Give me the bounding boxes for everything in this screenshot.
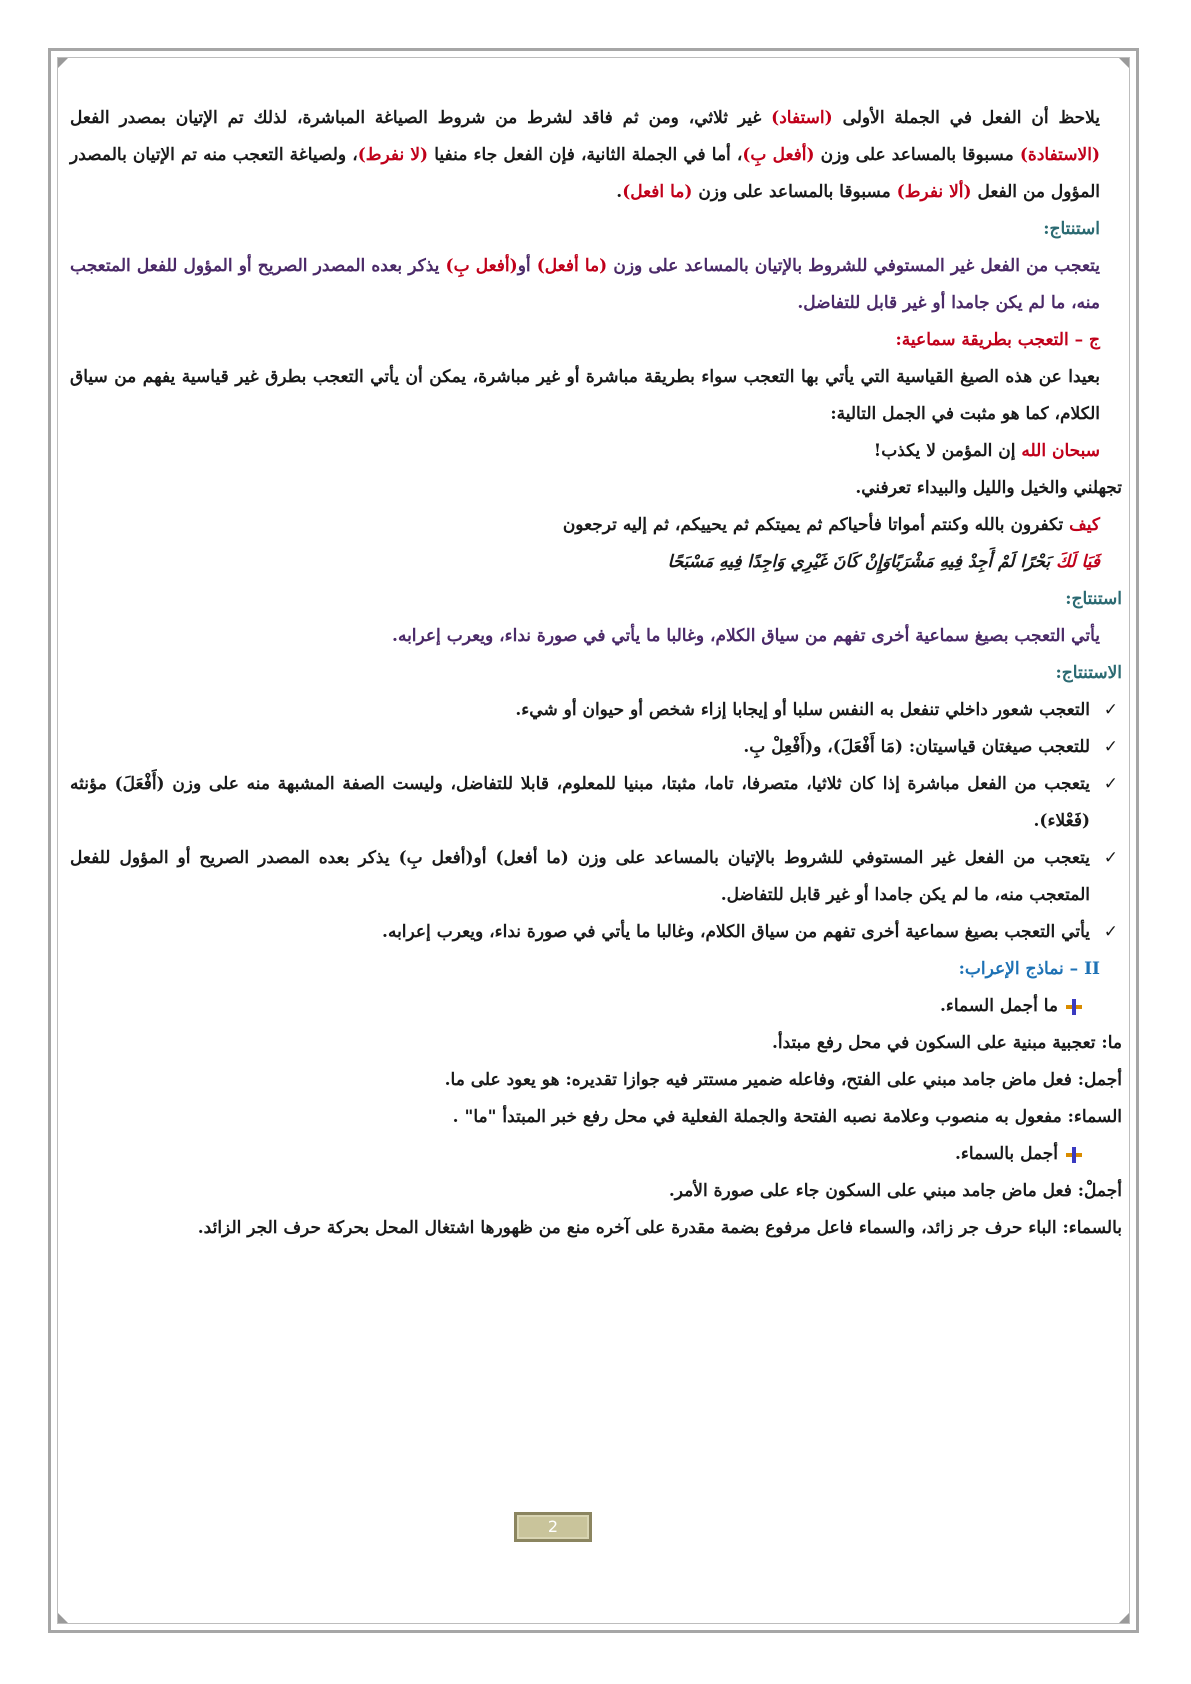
list-item-text: التعجب شعور داخلي تنفعل به النفس سلبا أو إيجابا إزاء شخص أو حيوان أو شيء. <box>515 700 1090 720</box>
highlight-term: كيف <box>1069 515 1100 535</box>
highlight-term: (الاستفادة) <box>1019 145 1101 165</box>
example-sentence-1 <box>70 433 1122 470</box>
plus-bullet-icon <box>1066 1147 1082 1163</box>
corner-ornament-top-right <box>1119 58 1129 68</box>
parsing-example-title <box>70 988 1122 1025</box>
checkmark-icon: ✓ <box>1103 737 1118 757</box>
list-item <box>70 840 1122 914</box>
checkmark-icon: ✓ <box>1103 700 1118 720</box>
section-c-intro: بعيدا عن هذه الصيغ القياسية التي يأتي بها التعجب سواء بطريقة مباشرة أو غير مباشرة، يمكن أن يأتي التعجب بطرق غير قياسية يفهم من سياق الكلام، كما هو مثبت في الجمل التالية: <box>70 367 1100 424</box>
highlight-term: سبحان الله <box>1021 441 1100 461</box>
example-title-text: ما أجمل السماء. <box>939 996 1058 1016</box>
text-run: ، أما في الجملة الثانية، فإن الفعل جاء منفيا <box>428 145 743 165</box>
section-heading-c: ج – التعجب بطريقة سماعية: <box>895 330 1100 350</box>
highlight-term: فَيَا لَكَ <box>1056 552 1100 572</box>
list-item-text: للتعجب صيغتان قياسيتان: (مَا أَفْعَلَ)، و(أَفْعِلْ بِ. <box>743 737 1090 757</box>
list-item-text: يتعجب من الفعل مباشرة إذا كان ثلاثيا، متصرفا، تاما، مثبتا، مبنيا للمعلوم، قابلا للتفاضل، وليست الصفة المشبهة منه على وزن (أَفْعَلَ) مؤنثه (فَعْلاء). <box>70 774 1090 831</box>
text-run: يذكر بعده المصدر الصريح أو المؤول للفعل المتعجب منه، ما لم يكن جامدا أو غير قابل للتفاضل. <box>70 256 1100 313</box>
final-conclusion-label: الاستنتاج: <box>1055 663 1122 683</box>
text-run: يلاحظ أن الفعل في الجملة الأولى <box>832 108 1100 128</box>
text-run: مسبوقا بالمساعد على وزن <box>814 145 1020 165</box>
text-run: غير ثلاثي، ومن ثم فاقد لشرط من شروط الصياغة المباشرة، لذلك تم الإتيان بمصدر الفعل <box>70 108 772 128</box>
conclusion-text: يأتي التعجب بصيغ سماعية أخرى تفهم من سياق الكلام، وغالبا ما يأتي في صورة نداء، ويعرب إعرابه. <box>392 626 1100 646</box>
parsing-line: السماء: مفعول به منصوب وعلامة نصبه الفتحة والجملة الفعلية في محل رفع خبر المبتدأ "ما" . <box>452 1107 1122 1127</box>
checkmark-icon: ✓ <box>1103 848 1118 868</box>
poem-hemistich-2: وَإِنْ كَانَ غَيْرِي وَاجِدًا فِيهِ مَسْبَحًا <box>667 552 891 572</box>
paragraph-explanation <box>70 100 1122 211</box>
parsing-line: ما: تعجبية مبنية على السكون في محل رفع مبتدأ. <box>771 1033 1122 1053</box>
corner-ornament-bottom-right <box>1119 1613 1129 1623</box>
conclusion-checklist <box>70 692 1122 951</box>
checkmark-icon: ✓ <box>1103 774 1118 794</box>
list-item <box>70 729 1122 766</box>
parsing-line: بالسماء: الباء حرف جر زائد، والسماء فاعل مرفوع بضمة مقدرة على آخره منع من ظهورها اشتغال المحل بحركة حرف الجر الزائد. <box>197 1218 1122 1238</box>
text-run: تكفرون بالله وكنتم أمواتا فأحياكم ثم يميتكم ثم يحييكم، ثم إليه ترجعون <box>562 515 1070 535</box>
poem-verse <box>70 544 1122 581</box>
list-item <box>70 766 1122 840</box>
list-item-text: يأتي التعجب بصيغ سماعية أخرى تفهم من سياق الكلام، وغالبا ما يأتي في صورة نداء، ويعرب إعرابه. <box>382 922 1090 942</box>
parsing-line: أجملْ: فعل ماض جامد مبني على السكون جاء على صورة الأمر. <box>668 1181 1122 1201</box>
section-numeral: II <box>1084 959 1100 979</box>
parsing-example-title <box>70 1136 1122 1173</box>
example-title-text: أجمل بالسماء. <box>954 1144 1058 1164</box>
text-run: إن المؤمن لا يكذب! <box>873 441 1022 461</box>
text-run: بَحْرًا لَمْ أَجِدْ فِيهِ مَشْرَبًا <box>890 552 1057 572</box>
plus-bullet-icon <box>1066 999 1082 1015</box>
text-run: يتعجب من الفعل غير المستوفي للشروط بالإتيان بالمساعد على وزن <box>607 256 1101 276</box>
list-item-text: يتعجب من الفعل غير المستوفي للشروط بالإتيان بالمساعد على وزن (ما أفعل) أو(أفعل بِ) يذكر بعده المصدر الصريح أو المؤول للفعل المتعجب منه، ما لم يكن جامدا أو غير قابل للتفاضل. <box>70 848 1090 905</box>
conclusion-text <box>70 248 1122 322</box>
highlight-term: (لا نفرط) <box>357 145 429 165</box>
highlight-term: (ما أفعل) <box>536 256 608 276</box>
checkmark-icon: ✓ <box>1103 922 1118 942</box>
list-item <box>70 914 1122 951</box>
conclusion-label: استنتاج: <box>1065 589 1122 609</box>
section-heading-parsing <box>70 951 1122 988</box>
highlight-term: (ما افعل) <box>622 182 693 202</box>
page-number: 2 <box>514 1512 592 1542</box>
document-body <box>70 100 1122 1500</box>
highlight-term: (أفعل بِ) <box>742 145 815 165</box>
text-run: أو <box>517 256 537 276</box>
example-sentence-3 <box>70 507 1122 544</box>
text-run: مسبوقا بالمساعد على وزن <box>692 182 897 202</box>
corner-ornament-top-left <box>58 58 68 68</box>
highlight-term: (استفاد) <box>771 108 833 128</box>
highlight-term: (أفعل بِ) <box>445 256 518 276</box>
parsing-line: أجمل: فعل ماض جامد مبني على الفتح، وفاعله ضمير مستتر فيه جوازا تقديره: هو يعود على ما. <box>444 1070 1122 1090</box>
text-run: ، ولصياغة التعجب منه تم الإتيان بالمصدر المؤول من الفعل <box>70 145 1100 202</box>
conclusion-label: استنتاج: <box>1043 219 1100 239</box>
corner-ornament-bottom-left <box>58 1613 68 1623</box>
highlight-term: (ألا نفرط) <box>896 182 972 202</box>
poem-hemistich-1 <box>890 552 1100 572</box>
text-run: . <box>616 182 623 202</box>
example-sentence-2: تجهلني والخيل والليل والبيداء تعرفني. <box>855 478 1122 498</box>
list-item <box>70 692 1122 729</box>
section-heading-text: – نماذج الإعراب: <box>958 959 1085 979</box>
